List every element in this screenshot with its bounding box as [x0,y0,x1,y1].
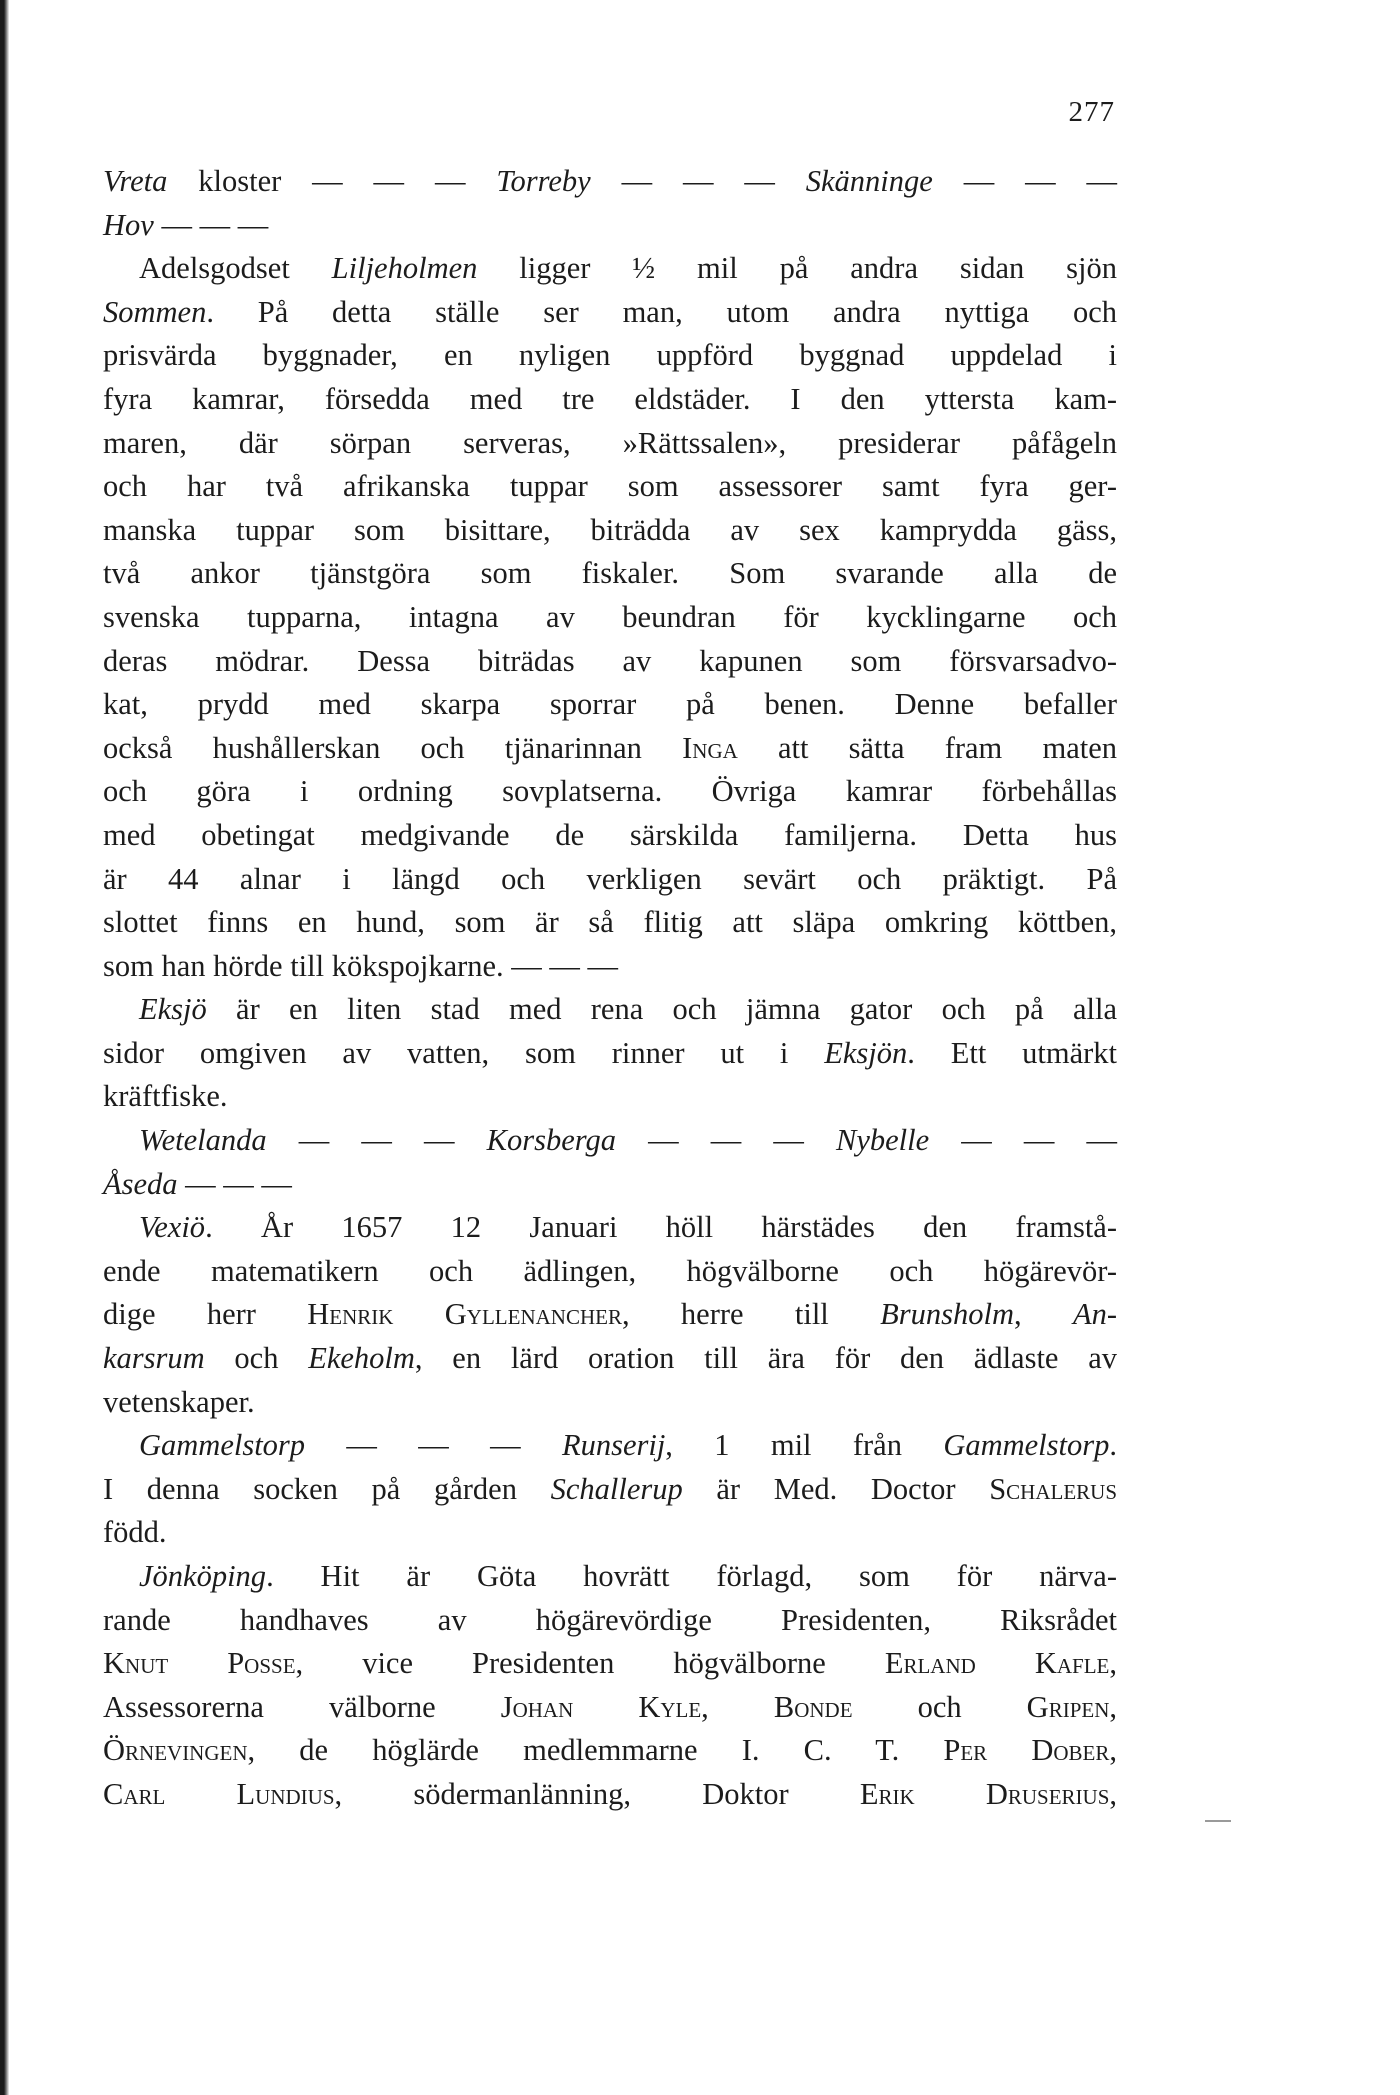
text-line: är 44 alnar i längd och verkligen sevärt och präktigt. På [103,861,1117,896]
text-line: prisvärda byggnader, en nyligen uppförd byggnad uppdelad i [103,338,1117,373]
text-line: och har två afrikanska tuppar som assessorer samt fyra ger- [103,469,1117,504]
text-line: Vexiö. År 1657 12 Januari höll härstädes den framstå- [139,1210,1117,1245]
text-line: Jönköping. Hit är Göta hovrätt förlagd, som för närva- [139,1559,1117,1593]
text-line: Eksjö är en liten stad med rena och jämna gator och på alla [139,992,1117,1027]
text-line: maren, där sörpan serveras, »Rättssalen», presiderar påfågeln [103,425,1117,460]
text-line: som han hörde till kökspojkarne. — — — [103,948,619,983]
text-line: karsrum och Ekeholm, en lärd oration till ära för den ädlaste av [103,1341,1117,1376]
text-line: med obetingat medgivande de särskilda familjerna. Detta hus [103,817,1117,852]
text-line: ende matematikern och ädlingen, högvälborne och högärevör- [103,1253,1117,1288]
text-line: Sommen. På detta ställe ser man, utom andra nyttiga och [103,294,1117,329]
scan-left-edge [0,0,9,2095]
text-line: dige herr Henrik Gyllenancher, herre till Brunsholm, An- [103,1297,1117,1332]
text-line: fyra kamrar, försedda med tre eldstäder. I den yttersta kam- [103,381,1117,416]
margin-mark [1205,1820,1231,1822]
text-line: Vreta kloster — — — Torreby — — — Skänninge — — — [103,164,1117,198]
text-line: Carl Lundius, södermanlänning, Doktor Erik Druserius, [103,1776,1117,1811]
text-line: deras mödrar. Dessa biträdas av kapunen som försvarsadvo- [103,643,1117,678]
text-line: Wetelanda — — — Korsberga — — — Nybelle — — — [139,1123,1118,1158]
text-line: kat, prydd med skarpa sporrar på benen. Denne befaller [103,687,1117,722]
page-number: 277 [1068,96,1115,128]
text-line: Adelsgodset Liljeholmen ligger ½ mil på andra sidan sjön [139,251,1117,286]
body-text [103,160,1117,1817]
text-line: I denna socken på gården Schallerup är Med. Doctor Schalerus [103,1471,1117,1506]
text-line: född. [103,1515,167,1550]
text-line: och göra i ordning sovplatserna. Övriga kamrar förbehållas [103,774,1117,809]
text-line: Hov — — — [103,207,269,242]
text-line: sidor omgiven av vatten, som rinner ut i Eksjön. Ett utmärkt [103,1035,1117,1070]
text-line: Assessorerna välborne Johan Kyle, Bonde och Gripen, [103,1689,1117,1724]
text-line: Åseda — — — [103,1166,292,1201]
text-line: manska tuppar som bisittare, biträdda av sex kamprydda gäss, [103,512,1117,547]
text-line: Gammelstorp — — — Runserij, 1 mil från Gammelstorp. [139,1428,1117,1463]
text-line: svenska tupparna, intagna av beundran för kycklingarne och [103,599,1117,634]
text-line: också hushållerskan och tjänarinnan Inga att sätta fram maten [103,730,1117,765]
text-line: Örnevingen, de höglärde medlemmarne I. C. T. Per Dober, [103,1733,1117,1768]
text-line: två ankor tjänstgöra som fiskaler. Som svarande alla de [103,556,1117,591]
text-line: kräftfiske. [103,1079,228,1114]
text-line: vetenskaper. [103,1384,255,1419]
text-line: slottet finns en hund, som är så flitig att släpa omkring köttben, [103,905,1117,940]
text-line: Knut Posse, vice Presidenten högvälborne Erland Kafle, [103,1646,1117,1681]
text-line: rande handhaves av högärevördige Presidenten, Riksrådet [103,1602,1117,1637]
